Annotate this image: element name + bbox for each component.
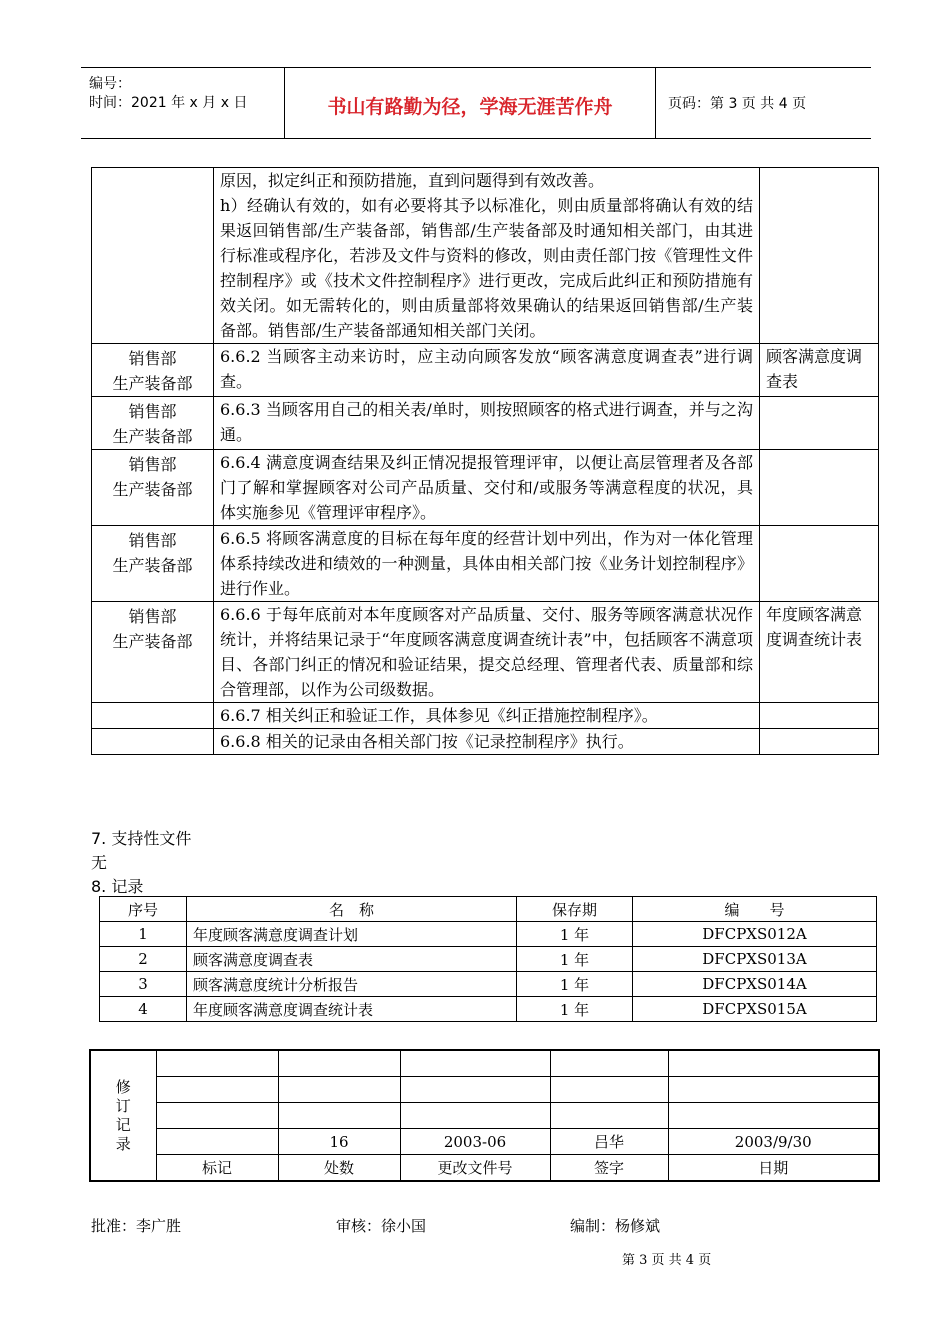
responsible-dept: 销售部 生产装备部 [92, 397, 214, 450]
procedure-row [92, 703, 879, 729]
section-8-title: 8. 记录 [91, 877, 144, 896]
related-record: 年度顾客满意度调查统计表 [760, 602, 879, 703]
page-footer: 第 3 页 共 4 页 [622, 1253, 712, 1268]
records-header-row [100, 897, 877, 922]
procedure-row [92, 602, 879, 703]
time-label: 时间：2021 年 x 月 x 日 [89, 95, 248, 111]
records-cell: 顾客满意度调查表 [187, 947, 517, 972]
records-cell: DFCPXS014A [633, 972, 877, 997]
revision-column-header: 签字 [550, 1155, 668, 1182]
revision-column-header: 标记 [156, 1155, 278, 1182]
revision-entry-row [90, 1129, 879, 1155]
records-cell: 2 [100, 947, 187, 972]
responsible-dept: 销售部 生产装备部 [92, 450, 214, 526]
responsible-dept [92, 729, 214, 755]
records-column-header: 名 称 [187, 897, 517, 922]
records-cell: 年度顾客满意度调查计划 [187, 922, 517, 947]
records-cell: 3 [100, 972, 187, 997]
revision-cell [156, 1129, 278, 1155]
procedure-text: 6.6.5 将顾客满意度的目标在每年度的经营计划中列出，作为对一体化管理体系持续改进和绩效的一种测量，具体由相关部门按《业务计划控制程序》进行作业。 [214, 526, 760, 602]
records-row [100, 997, 877, 1022]
header-meta [81, 68, 285, 138]
procedure-row [92, 729, 879, 755]
revision-cell: 2003/9/30 [668, 1129, 879, 1155]
procedure-row [92, 526, 879, 602]
procedure-text: 6.6.4 满意度调查结果及纠正情况提报管理评审，以便让高层管理者及各部门了解和掌握顾客对公司产品质量、交付和/或服务等满意程度的状况，具体实施参见《管理评审程序》。 [214, 450, 760, 526]
records-row [100, 947, 877, 972]
header-slogan-cell [285, 68, 656, 138]
related-record: 顾客满意度调查表 [760, 344, 879, 397]
procedure-row [92, 450, 879, 526]
records-cell: 年度顾客满意度调查统计表 [187, 997, 517, 1022]
revision-column-header: 日期 [668, 1155, 879, 1182]
section-7-title: 7. 支持性文件 [91, 829, 192, 848]
records-row [100, 922, 877, 947]
procedure-text: 6.6.2 当顾客主动来访时，应主动向顾客发放“顾客满意度调查表”进行调查。 [214, 344, 760, 397]
records-row [100, 972, 877, 997]
records-column-header: 序号 [100, 897, 187, 922]
records-cell: 顾客满意度统计分析报告 [187, 972, 517, 997]
revision-header-row [90, 1155, 879, 1182]
records-cell: DFCPXS012A [633, 922, 877, 947]
compiled-by: 编制：杨修斌 [570, 1217, 661, 1235]
procedure-row [92, 168, 879, 344]
responsible-dept [92, 703, 214, 729]
records-column-header: 保存期 [517, 897, 633, 922]
related-record [760, 450, 879, 526]
responsible-dept: 销售部 生产装备部 [92, 526, 214, 602]
header-page-cell [656, 68, 871, 138]
records-cell: DFCPXS013A [633, 947, 877, 972]
responsible-dept: 销售部 生产装备部 [92, 602, 214, 703]
revision-table [89, 1049, 880, 1182]
procedure-text: 6.6.7 相关纠正和验证工作，具体参见《纠正措施控制程序》。 [214, 703, 760, 729]
records-cell: 1 [100, 922, 187, 947]
procedure-text: 6.6.3 当顾客用自己的相关表/单时，则按照顾客的格式进行调查，并与之沟通。 [214, 397, 760, 450]
number-label: 编号： [89, 76, 131, 92]
procedure-row [92, 344, 879, 397]
records-cell: DFCPXS015A [633, 997, 877, 1022]
section-7-content: 无 [91, 853, 108, 872]
records-column-header: 编 号 [633, 897, 877, 922]
procedure-text: 6.6.8 相关的记录由各相关部门按《记录控制程序》执行。 [214, 729, 760, 755]
revision-column-header: 更改文件号 [400, 1155, 550, 1182]
records-cell: 1 年 [517, 947, 633, 972]
related-record [760, 729, 879, 755]
related-record [760, 397, 879, 450]
revision-cell: 16 [278, 1129, 400, 1155]
responsible-dept: 销售部 生产装备部 [92, 344, 214, 397]
page-header [81, 67, 871, 139]
records-cell: 1 年 [517, 922, 633, 947]
revision-cell: 2003-06 [400, 1129, 550, 1155]
records-table [99, 896, 877, 1022]
reviewed-by: 审核：徐小国 [336, 1217, 427, 1235]
revision-cell: 吕华 [550, 1129, 668, 1155]
related-record [760, 526, 879, 602]
page-label: 页码：第 3 页 共 4 页 [668, 96, 807, 112]
records-cell: 1 年 [517, 997, 633, 1022]
revision-column-header: 处数 [278, 1155, 400, 1182]
procedure-text: 原因，拟定纠正和预防措施，直到问题得到有效改善。 h）经确认有效的，如有必要将其予以标准化，则由质量部将确认有效的结果返回销售部/生产装备部，销售部/生产装备部及时通知相关部门，由其进行标准或程序化，若涉及文件与资料的修改，则由责任部门按《管理性文件控制程序》或《技术文件控制程序》进行更改，完成后此纠正和预防措施有效关闭。如无需转化的，则由质量部将效果确认的结果返回销售部/生产装备部。销售部/生产装备部通知相关部门关闭。 [214, 168, 760, 344]
revision-side-label: 修 订 记 录 [90, 1050, 156, 1181]
related-record [760, 703, 879, 729]
responsible-dept [92, 168, 214, 344]
procedure-table [91, 167, 879, 755]
slogan: 书山有路勤为径，学海无涯苦作舟 [327, 96, 613, 118]
records-cell: 4 [100, 997, 187, 1022]
procedure-row [92, 397, 879, 450]
procedure-text: 6.6.6 于每年底前对本年度顾客对产品质量、交付、服务等顾客满意状况作统计，并将结果记录于“年度顾客满意度调查统计表”中，包括顾客不满意项目、各部门纠正的情况和验证结果，提交总经理、管理者代表、质量部和综合管理部，以作为公司级数据。 [214, 602, 760, 703]
related-record [760, 168, 879, 344]
records-cell: 1 年 [517, 972, 633, 997]
approved-by: 批准：李广胜 [91, 1217, 182, 1235]
